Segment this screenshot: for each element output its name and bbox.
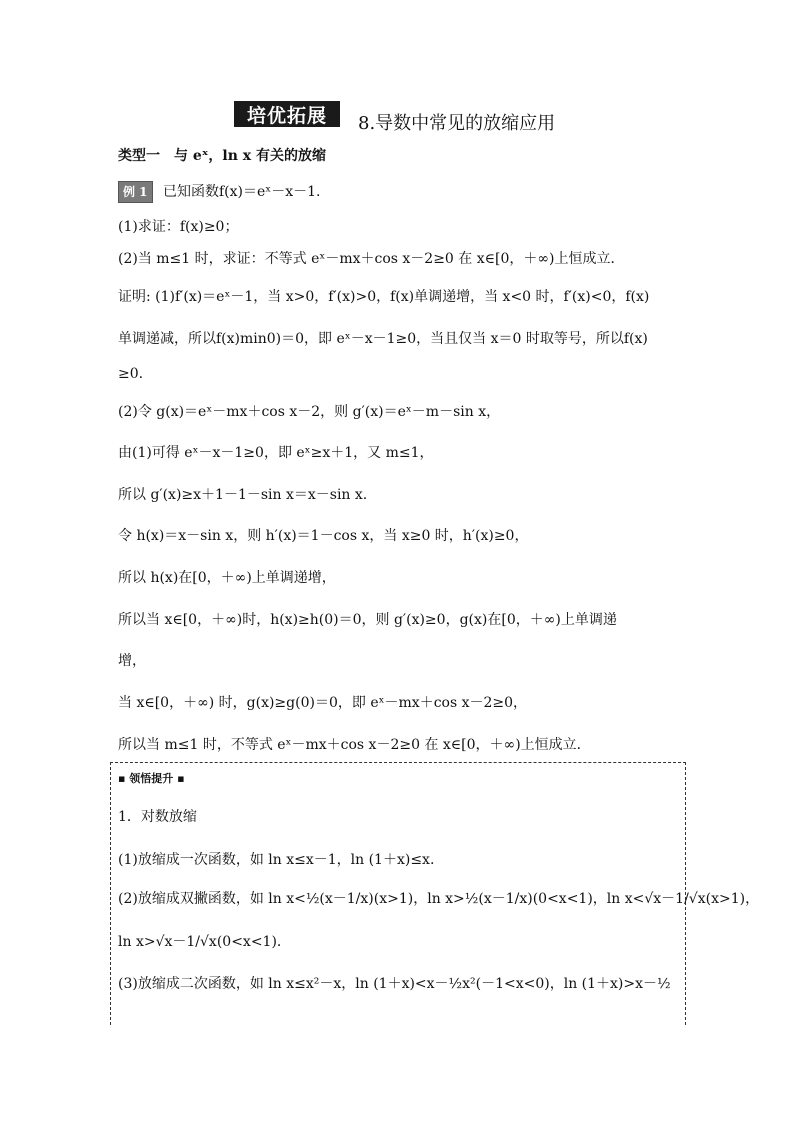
proof-line-8: 所以 h(x)在[0，＋∞)上单调递增， — [118, 570, 336, 586]
insight-line-2: (1)放缩成一次函数，如 ln x≤x－1，ln (1＋x)≤x. — [118, 852, 435, 868]
insight-heading: ▪ 领悟提升 ▪ — [118, 772, 185, 785]
type-heading: 类型一 与 eˣ，ln x 有关的放缩 — [118, 148, 327, 164]
proof-line-2: 单调递减，所以f(x)min0)＝0，即 eˣ－x－1≥0，当且仅当 x＝0 时取等号，所以f(x) — [118, 331, 648, 347]
proof-line-12: 所以当 m≤1 时，不等式 eˣ－mx＋cos x－2≥0 在 x∈[0，＋∞)上恒成立． — [118, 737, 591, 753]
proof-line-11: 当 x∈[0，＋∞) 时，g(x)≥g(0)＝0，即 eˣ－mx＋cos x－2≥0， — [118, 695, 528, 711]
proof-line-1: 证明: (1)f′(x)＝eˣ－1，当 x>0，f′(x)>0，f(x)单调递增，当 x<0 时，f′(x)<0，f(x) — [118, 289, 650, 305]
insight-line-1: 1．对数放缩 — [118, 809, 197, 825]
proof-line-7: 令 h(x)＝x－sin x，则 h′(x)＝1－cos x，当 x≥0 时，h′(x)≥0， — [118, 528, 529, 544]
proof-line-9: 所以当 x∈[0，＋∞)时，h(x)≥h(0)＝0，则 g′(x)≥0，g(x)在[0，＋∞)上单调递 — [118, 612, 617, 628]
proof-line-5: 由(1)可得 eˣ－x－1≥0，即 eˣ≥x＋1，又 m≤1， — [118, 445, 434, 461]
question-2: (2)当 m≤1 时，求证：不等式 eˣ－mx＋cos x－2≥0 在 x∈[0，＋∞)上恒成立． — [118, 251, 625, 267]
insight-line-4: ln x>√x－1/√x(0<x<1)． — [118, 934, 291, 950]
proof-line-10: 增， — [118, 653, 146, 669]
proof-line-4: (2)令 g(x)＝eˣ－mx＋cos x－2，则 g′(x)＝eˣ－m－sin x， — [118, 404, 501, 420]
insight-line-5: (3)放缩成二次函数，如 ln x≤x²－x，ln (1＋x)<x－½x²(－1<x<0)，ln (1＋x)>x－½ — [118, 976, 671, 992]
question-1: (1)求证：f(x)≥0； — [118, 219, 239, 235]
example-line — [118, 181, 320, 203]
section-badge: 培优拓展 — [234, 101, 340, 127]
proof-line-6: 所以 g′(x)≥x＋1－1－sin x＝x－sin x. — [118, 487, 368, 503]
example-text: 已知函数f(x)＝eˣ－x－1. — [162, 184, 321, 200]
proof-line-3: ≥0. — [118, 366, 144, 382]
insight-line-3: (2)放缩成双撇函数，如 ln x<½(x－1/x)(x>1)，ln x>½(x－1/x)(0<x<1)，ln x<√x－1/√x(x>1)， — [118, 891, 760, 907]
section-title: 8.导数中常见的放缩应用 — [358, 113, 556, 134]
example-badge: 例 1 — [118, 181, 153, 203]
